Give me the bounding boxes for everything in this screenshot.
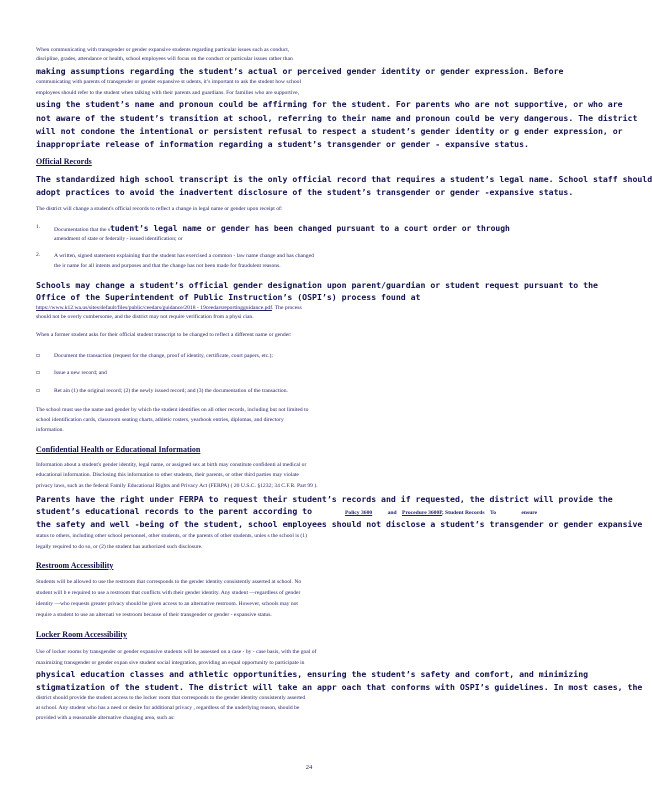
text-line: at school. Any student who has a need or desire for additional privacy , regardless of the underlying reason, should be	[36, 705, 300, 711]
text-line: stigmatization of the student. The district will take an appr oach that conforms with OSPI’s guidelines. In most cases, the	[36, 682, 643, 692]
text-line: using the student’s name and pronoun could be affirming for the student. For parents who are not supportive, or who are	[36, 99, 623, 109]
procedure-3600p-link[interactable]: Procedure 3600P	[402, 510, 443, 516]
bullet-icon: ▫	[36, 369, 41, 376]
text-line: physical education classes and athletic opportunities, ensuring the student’s safety and comfort, and minimizing	[36, 669, 589, 679]
text-line: should not be overly cumbersome, and the district may not require verification from a physi cian.	[36, 314, 254, 320]
text-line: Parents have the right under FERPA to request their student’s records and if requested, the district will provide the	[36, 494, 613, 504]
text-line: identity —who requests greater privacy should be given access to an alternative restroom. However, schools may not	[36, 601, 298, 607]
text-line: communicating with parents of transgender or gender expansive st udents, it’s important to ask the student how school	[36, 79, 302, 85]
list-item-cont: the ir name for all intents and purposes and that the change has not been made for fraudulent reasons.	[54, 263, 281, 269]
list-item-cont: amendment of state or federally - issued identification; or	[54, 236, 183, 242]
section-heading-confidential-info: Confidential Health or Educational Information	[36, 445, 201, 454]
text-line: Use of locker rooms by transgender or gender expansive students will be assessed on a case - by - case basis, with the goal of	[36, 649, 317, 655]
text-line: the safety and well -being of the student, school employees should not disclose a student’s transgender or gender expansive	[36, 519, 643, 529]
list-item: A written, signed statement explaining that the student has exercised a common - law name change and has changed	[54, 253, 314, 259]
text-line: educational information. Disclosing this information to other students, their parents, or other third parties may violate	[36, 472, 299, 478]
text: and	[387, 510, 397, 516]
text-line: status to others, including other school personnel, other students, or the parents of other students, unles s the school is (1)	[36, 533, 307, 539]
text-line: Students will be allowed to use the restroom that corresponds to the gender identity consistently asserted at school. No	[36, 579, 302, 585]
text-line	[36, 304, 582, 312]
text-line: making assumptions regarding the student’s actual or perceived gender identity or gender expression. Before	[36, 66, 564, 76]
text-line: When a former student asks for their official student transcript to be changed to reflect a different name or gender:	[36, 332, 292, 338]
text-line: district should provide the student access to the locker room that corresponds to the gender identity consistently asserted	[36, 695, 306, 701]
text: student’s educational records to the parent according to	[36, 506, 313, 516]
text-line: not aware of the student’s transition at school, referring to their name and pronoun could be very dangerous. The district	[36, 113, 638, 123]
list-text: Documentation that the s	[54, 227, 111, 233]
text-line: student’s educational records to the parent according to Policy 3600 and Procedure 3600P, Student Records To ensure	[36, 506, 538, 516]
bullet-icon: ▫	[36, 352, 41, 359]
bullet-item: Document the transaction (request for the change, proof of identity, certificate, court papers, etc.);	[54, 353, 273, 359]
bullet-item: Ret ain (1) the original record; (2) the newly issued record; and (3) the documentation of the transaction.	[54, 388, 288, 394]
text-line: provided with a reasonable alternative changing area, such as:	[36, 715, 175, 721]
list-item	[54, 224, 582, 234]
bullet-icon: ▫	[36, 387, 41, 394]
text-line: Information about a student's gender identity, legal name, or assigned sex at birth may constitute confidenti al medical or	[36, 462, 307, 468]
policy-3600-link[interactable]: Policy 3600	[344, 510, 373, 516]
text-line: Schools may change a student’s official gender designation upon parent/guardian or student request pursuant to the	[36, 280, 598, 290]
text-line: legally required to do so, or (2) the student has authorized such disclosure.	[36, 544, 203, 550]
text: To	[490, 510, 497, 516]
list-text: tudent’s legal name or gender has been changed pursuant to a court order or through	[110, 224, 510, 233]
text-line: Office of the Superintendent of Public Instruction’s (OSPI’s) process found at	[36, 292, 421, 302]
text-line: school identification cards, classroom seating charts, athletic rosters, yearbook entries, diplomas, and directory	[36, 417, 284, 423]
section-heading-locker-room: Locker Room Accessibility	[36, 630, 127, 639]
text: ensure	[521, 510, 538, 516]
text-line: require a student to use an alternati ve restroom because of their transgender or gender - expansive status.	[36, 612, 272, 618]
page-number: 24	[305, 764, 313, 771]
list-number: 2.	[36, 252, 41, 258]
text-line: will not condone the intentional or persistent refusal to respect a student’s gender identity or g ender expression, or	[36, 126, 623, 136]
section-heading-official-records: Official Records	[36, 157, 92, 166]
section-heading-restroom: Restroom Accessibility	[36, 561, 114, 570]
text-line: privacy laws, such as the federal Family Educational Rights and Privacy Act (FERPA) ( 20 U.S.C. §1232; 34 C.F.R. Part 99 ).	[36, 483, 318, 489]
ospi-guidance-link[interactable]: https://www.k12.wa.us/sites/default/files/public/ceedars/guidance/2018 - 19ceedarsreportingguidance.pdf	[36, 305, 273, 311]
text: Student Records	[444, 510, 485, 516]
text-line: When communicating with transgender or gender expansive students regarding particular issues such as conduct,	[36, 47, 290, 53]
text-line: The district will change a student's official records to reflect a change in legal name or gender upon receipt of:	[36, 206, 283, 212]
text-line: employees should refer to the student when talking with their parents and guardians. For families who are supportive,	[36, 90, 299, 96]
list-number: 1.	[36, 224, 41, 230]
text-line: The standardized high school transcript is the only official record that requires a student’s legal name. School staff should	[36, 174, 652, 184]
text: . The process	[272, 305, 302, 311]
text-line: information.	[36, 427, 64, 433]
text-line: student will b e required to use a restroom that conflicts with their gender identity. Any student —regardless of gender	[36, 590, 301, 596]
text-line: The school must use the name and gender by which the student identifies on all other records, including but not limited to	[36, 407, 309, 413]
bullet-item: Issue a new record; and	[54, 370, 107, 376]
text-line: inappropriate release of information regarding a student’s transgender or gender - expansive status.	[36, 139, 529, 149]
text-line: adopt practices to avoid the inadvertent disclosure of the student’s transgender or gender -expansive status.	[36, 187, 574, 197]
text-line: maximizing transgender or gender expan sive student social integration, providing an equal opportunity to participate in	[36, 660, 305, 666]
text-line: discipline, grades, attendance or health, school employees will focus on the conduct or particular issues rather than	[36, 56, 293, 62]
